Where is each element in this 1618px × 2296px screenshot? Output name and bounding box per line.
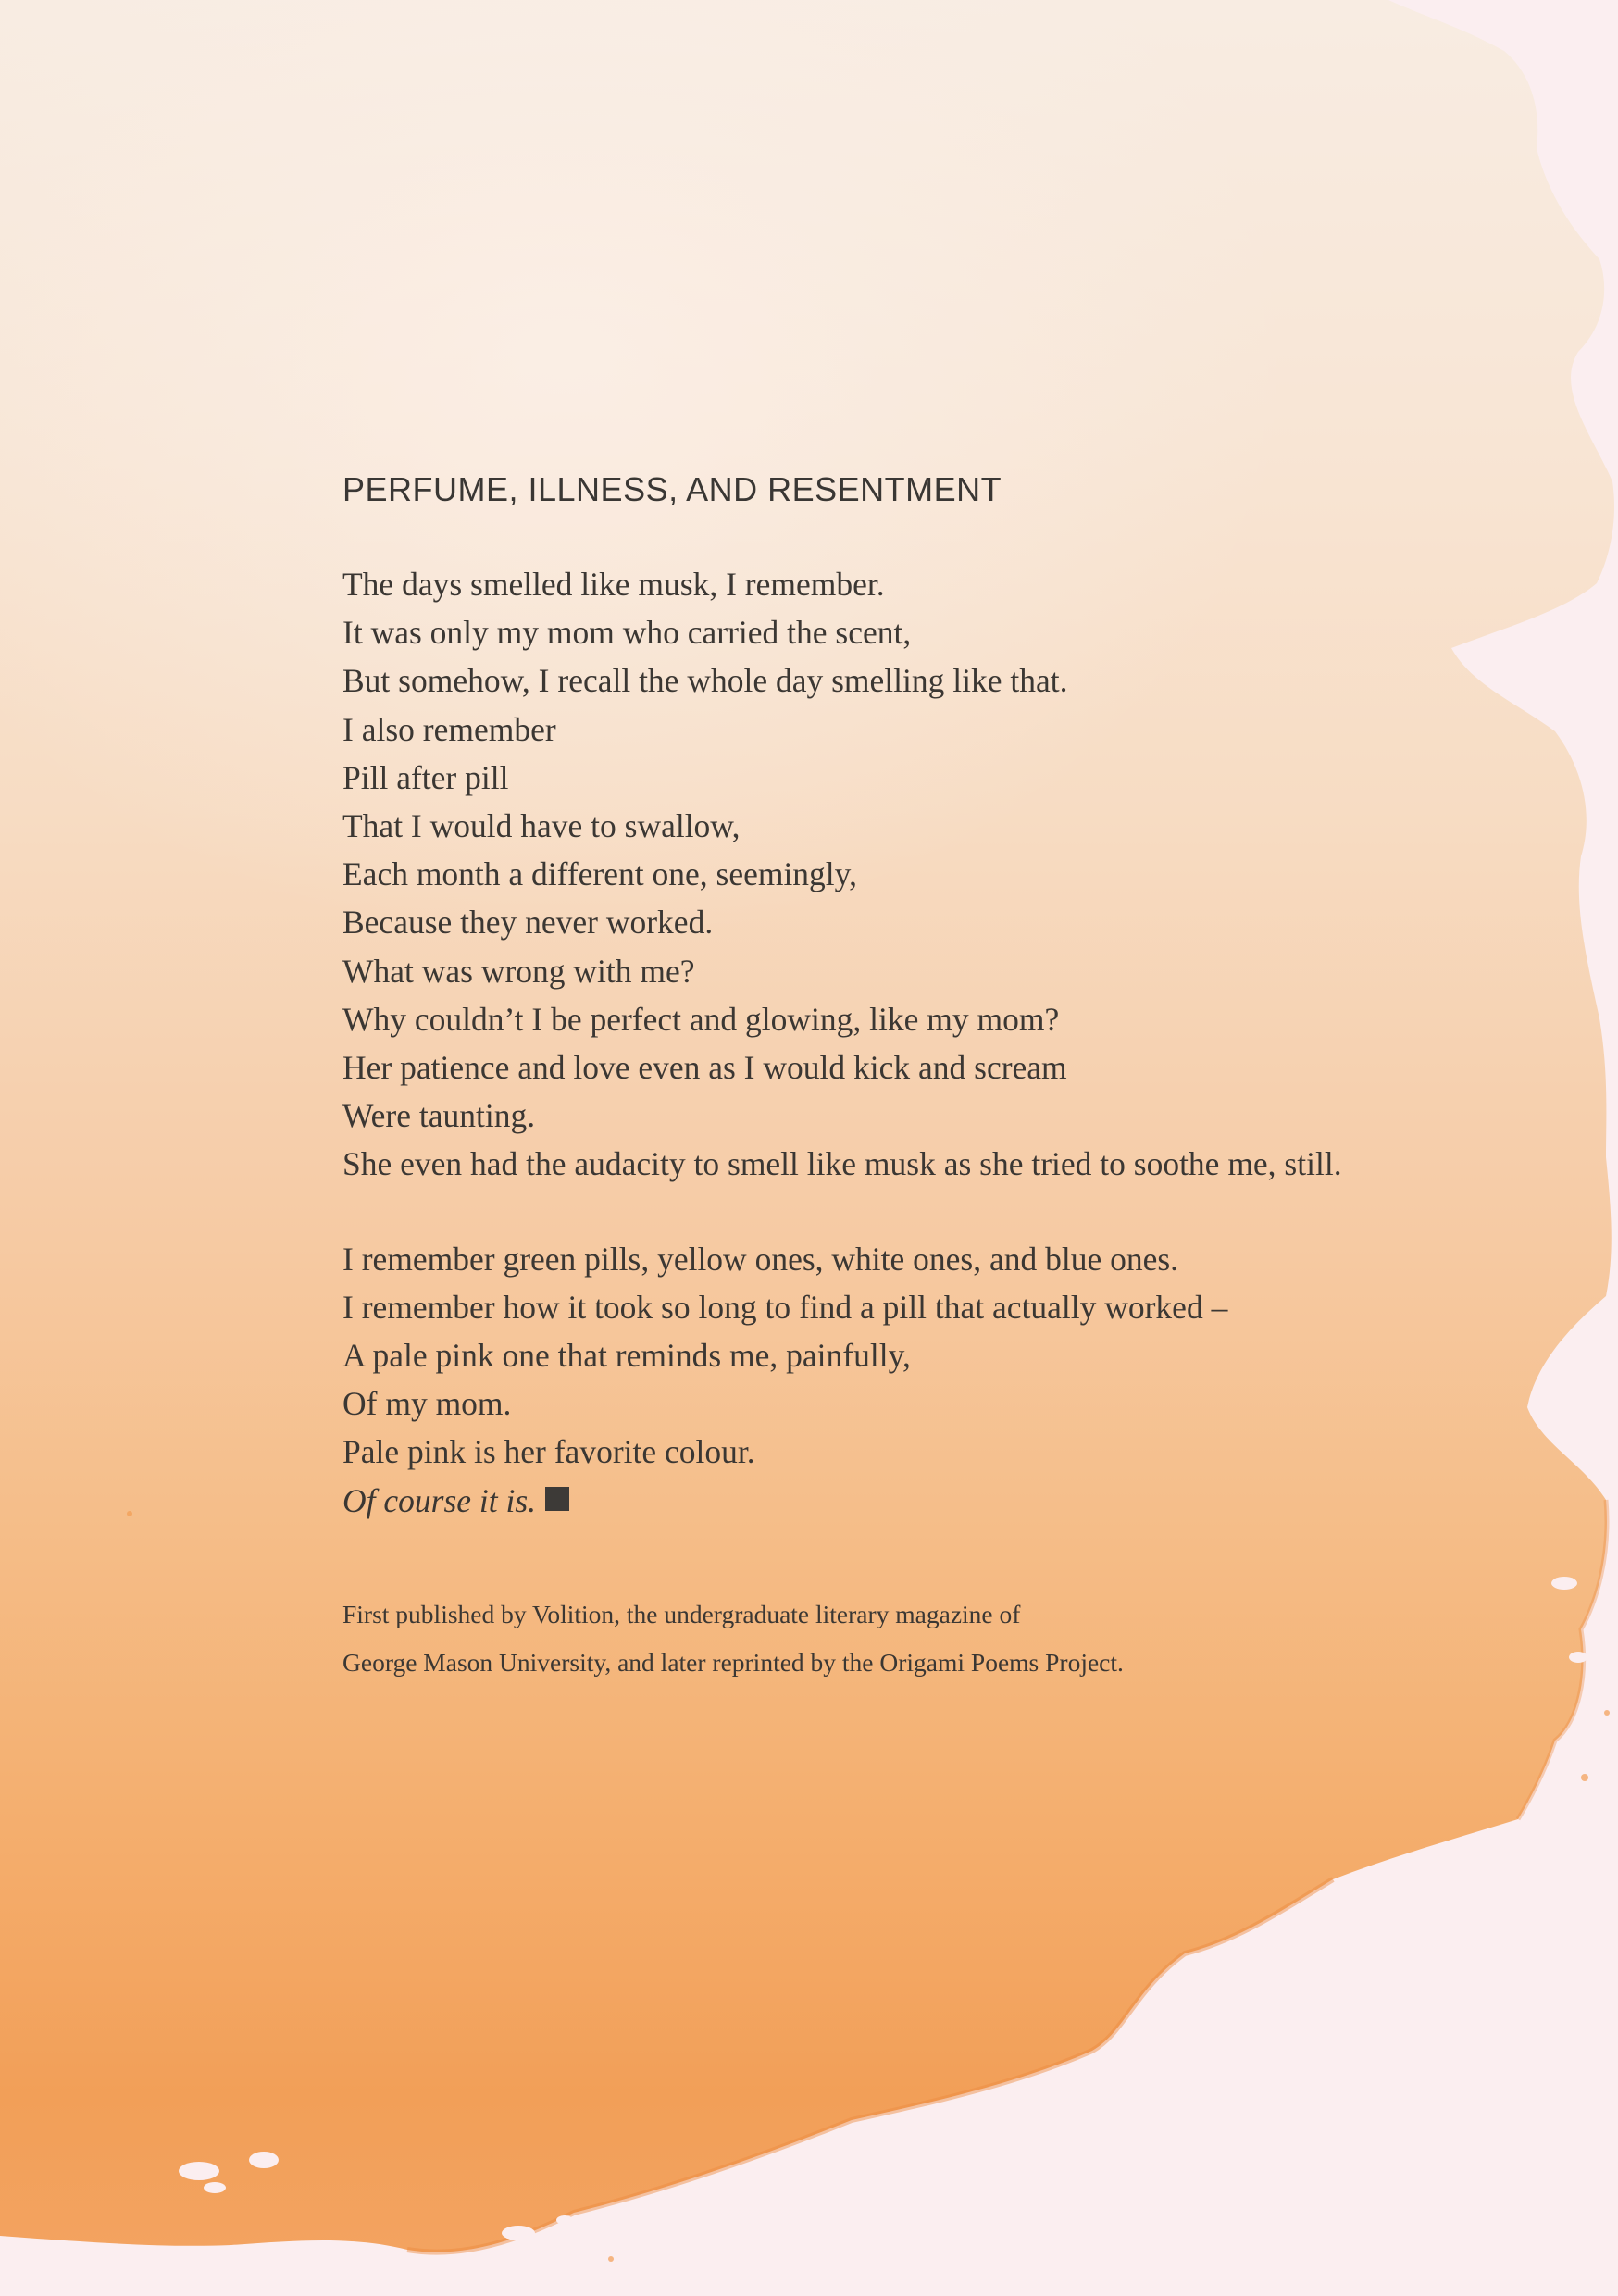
publication-note-line: First published by Volition, the undergraduate literary magazine of (342, 1599, 1021, 1628)
poem-title: PERFUME, ILLNESS, AND RESENTMENT (342, 470, 1002, 508)
poem-line: What was wrong with me? (342, 952, 695, 990)
poem-closing-line (342, 1477, 1416, 1525)
stanza-1 (342, 560, 1416, 1189)
poem-line: I remember how it took so long to find a pill that actually worked – (342, 1288, 1228, 1326)
poem-line: Pale pink is her favorite colour. (342, 1433, 755, 1471)
poem-line: But somehow, I recall the whole day smelling like that. (342, 662, 1068, 700)
poem-content (342, 468, 1416, 1687)
publication-note-line: George Mason University, and later reprinted by the Origami Poems Project. (342, 1647, 1124, 1677)
poem-line: Each month a different one, seemingly, (342, 855, 857, 893)
poem-line: A pale pink one that reminds me, painfully, (342, 1337, 911, 1375)
poem-line: I also remember (342, 710, 556, 748)
poem-line: It was only my mom who carried the scent, (342, 614, 912, 652)
poem-line: Pill after pill (342, 758, 509, 796)
poem-line: Because they never worked. (342, 904, 714, 942)
poem-line: She even had the audacity to smell like musk as she tried to soothe me, still. (342, 1145, 1342, 1183)
stanza-2 (342, 1235, 1416, 1525)
poem-line: Why couldn’t I be perfect and glowing, like my mom? (342, 1000, 1060, 1038)
publication-note (342, 1591, 1416, 1687)
poem-line: Her patience and love even as I would kick and scream (342, 1049, 1067, 1087)
poem-line: Of my mom. (342, 1385, 512, 1423)
poem-line: Were taunting. (342, 1097, 536, 1135)
poem-line: I remember green pills, yellow ones, white ones, and blue ones. (342, 1240, 1179, 1278)
end-mark-square-icon (545, 1487, 569, 1511)
poem-line: That I would have to swallow, (342, 807, 741, 845)
divider-rule (342, 1578, 1363, 1579)
poem-line: The days smelled like musk, I remember. (342, 566, 885, 603)
closing-line-text: Of course it is. (342, 1481, 537, 1519)
